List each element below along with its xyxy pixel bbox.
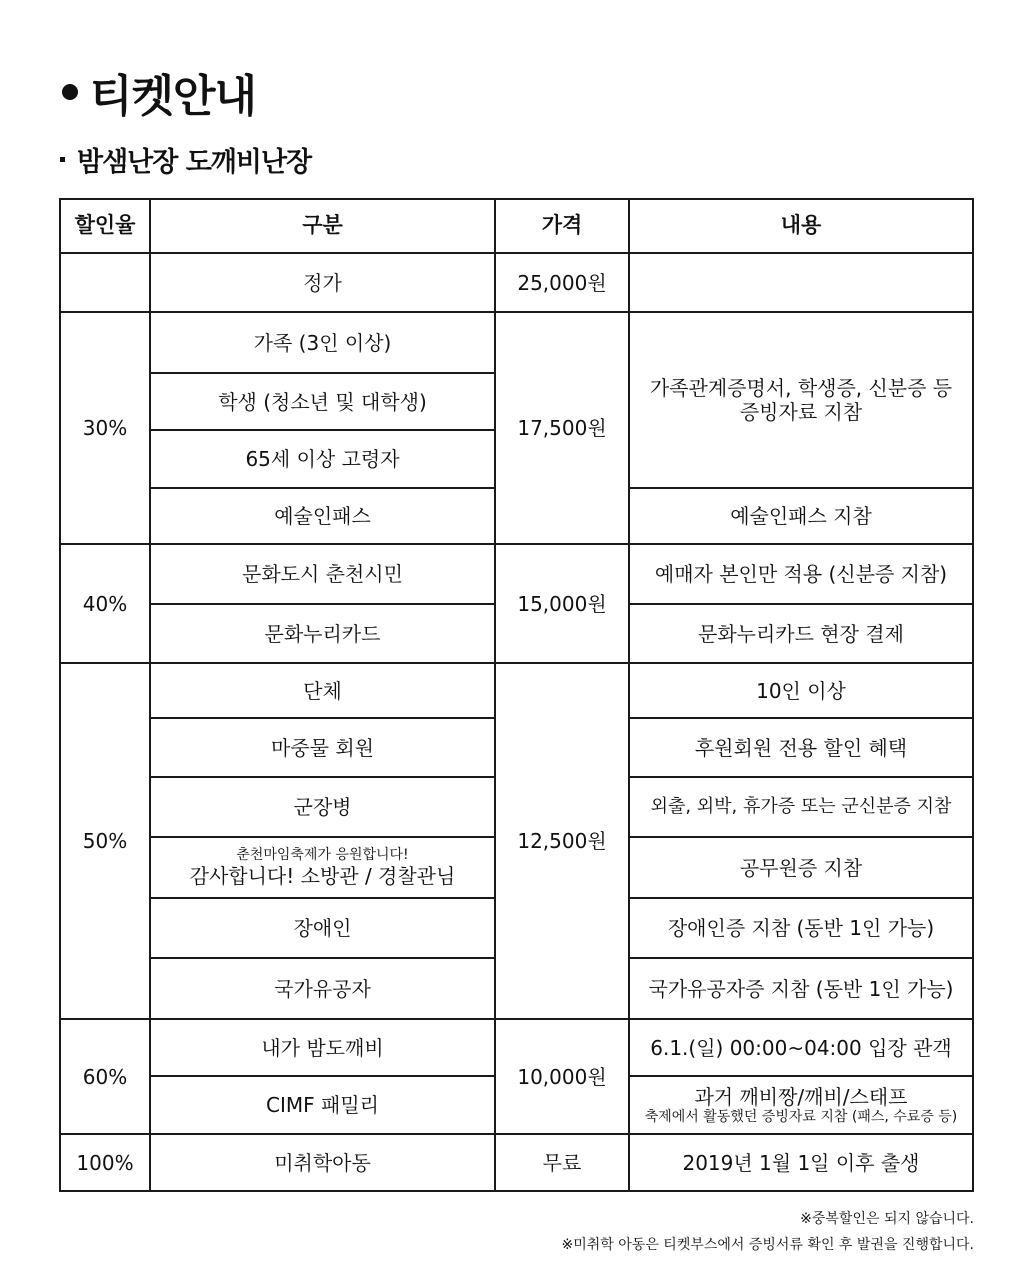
footnote-no-duplicate-discount: ※중복할인은 되지 않습니다.: [800, 1211, 974, 1227]
rate-cell: 60%: [60, 1019, 150, 1134]
category-cell: 군장병: [150, 777, 495, 837]
header-rate: 할인율: [60, 199, 150, 253]
category-cell: 단체: [150, 663, 495, 718]
header-price: 가격: [495, 199, 629, 253]
rate-cell: 50%: [60, 663, 150, 1019]
price-cell: 12,500원: [495, 663, 629, 1019]
price-cell: 10,000원: [495, 1019, 629, 1134]
section-subtitle-text: 밤샘난장 도깨비난장: [77, 147, 312, 178]
table-row: [60, 663, 973, 718]
category-cell: 국가유공자: [150, 958, 495, 1019]
content-cell: [629, 312, 973, 488]
content-cell: 10인 이상: [629, 663, 973, 718]
table-row: [60, 544, 973, 604]
content-cell: [629, 253, 973, 312]
category-cell: 학생 (청소년 및 대학생): [150, 373, 495, 430]
category-cell: 가족 (3인 이상): [150, 312, 495, 373]
price-cell: 25,000원: [495, 253, 629, 312]
category-cell: 예술인패스: [150, 488, 495, 544]
content-cell: 외출, 외박, 휴가증 또는 군신분증 지참: [629, 777, 973, 837]
content-cell: 6.1.(일) 00:00~04:00 입장 관객: [629, 1019, 973, 1076]
table-row: [60, 253, 973, 312]
content-cell: 2019년 1월 1일 이후 출생: [629, 1134, 973, 1191]
category-cell: CIMF 패밀리: [150, 1076, 495, 1134]
category-cell: [150, 837, 495, 898]
rate-cell: 40%: [60, 544, 150, 663]
rate-cell: 30%: [60, 312, 150, 544]
category-cell: 장애인: [150, 898, 495, 958]
content-cell: 국가유공자증 지참 (동반 1인 가능): [629, 958, 973, 1019]
content-line: 과거 깨비짱/깨비/스태프: [694, 1084, 908, 1109]
section-subtitle: [60, 140, 311, 179]
category-cell: 미취학아동: [150, 1134, 495, 1191]
category-cell: 문화도시 춘천시민: [150, 544, 495, 604]
content-cell: 예술인패스 지참: [629, 488, 973, 544]
table-row: [60, 312, 973, 373]
price-cell: 무료: [495, 1134, 629, 1191]
rate-cell: 100%: [60, 1134, 150, 1191]
price-cell: 17,500원: [495, 312, 629, 544]
table-row: [60, 1019, 973, 1076]
content-cell: [629, 1076, 973, 1134]
ticket-price-table: [59, 198, 974, 1192]
content-line: 증빙자료 지참: [739, 400, 863, 424]
header-category: 구분: [150, 199, 495, 253]
category-cell: 65세 이상 고령자: [150, 430, 495, 488]
category-line: 감사합니다! 소방관 / 경찰관님: [189, 863, 456, 888]
category-cell: 내가 밤도깨비: [150, 1019, 495, 1076]
content-cell: 문화누리카드 현장 결제: [629, 604, 973, 663]
bullet-square-icon: [60, 157, 65, 162]
footnote-preschool-verification: ※미취학 아동은 티켓부스에서 증빙서류 확인 후 발권을 진행합니다.: [561, 1237, 974, 1253]
bullet-dot-icon: [62, 84, 78, 100]
content-line: 가족관계증명서, 학생증, 신분증 등: [649, 376, 953, 400]
page-title-text: 티켓안내: [90, 71, 257, 122]
category-cell: 마중물 회원: [150, 718, 495, 777]
content-cell: 후원회원 전용 할인 혜택: [629, 718, 973, 777]
rate-cell-empty: [60, 253, 150, 312]
content-cell: 장애인증 지참 (동반 1인 가능): [629, 898, 973, 958]
table-header-row: [60, 199, 973, 253]
category-line-small: 춘천마임축제가 응원합니다!: [236, 847, 409, 864]
category-cell: 정가: [150, 253, 495, 312]
content-line-small: 축제에서 활동했던 증빙자료 지참 (패스, 수료증 등): [644, 1108, 958, 1125]
page-title: [62, 60, 256, 124]
content-cell: 공무원증 지참: [629, 837, 973, 898]
content-cell: 예매자 본인만 적용 (신분증 지참): [629, 544, 973, 604]
table-row: [60, 1134, 973, 1191]
category-cell: 문화누리카드: [150, 604, 495, 663]
header-content: 내용: [629, 199, 973, 253]
price-cell: 15,000원: [495, 544, 629, 663]
